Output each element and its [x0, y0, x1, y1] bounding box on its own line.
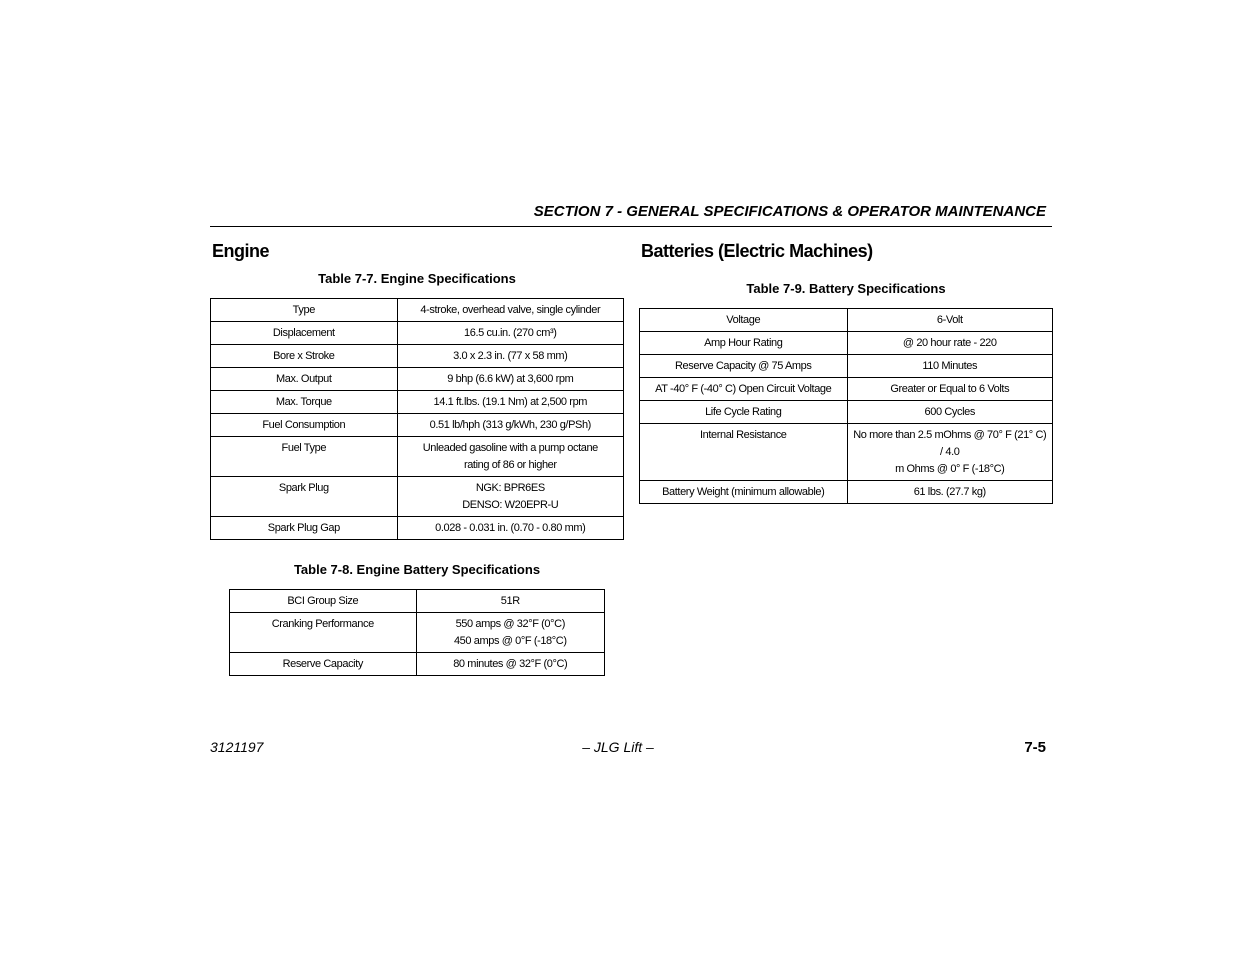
table-row	[211, 345, 624, 368]
spec-value	[397, 322, 623, 345]
spec-value	[847, 481, 1052, 504]
spec-value-line: 3.0 x 2.3 in. (77 x 58 mm)	[453, 350, 568, 362]
table-row	[640, 332, 1053, 355]
spec-value	[397, 414, 623, 437]
spec-label: Fuel Type	[211, 437, 398, 477]
spec-value-line: m Ohms @ 0° F (-18°C)	[895, 463, 1005, 475]
section-header: SECTION 7 - GENERAL SPECIFICATIONS & OPERATOR MAINTENANCE	[533, 203, 1046, 220]
spec-label: Cranking Performance	[230, 613, 417, 653]
spec-label: Life Cycle Rating	[640, 401, 848, 424]
spec-value-line: 51R	[500, 595, 520, 607]
spec-value	[847, 401, 1052, 424]
doc-number: 3121197	[210, 739, 264, 755]
spec-label: Max. Output	[211, 368, 398, 391]
battery-table-caption: Table 7-9. Battery Specifications	[746, 281, 946, 296]
spec-value-line: 16.5 cu.in. (270 cm³)	[464, 327, 557, 339]
spec-label: Voltage	[640, 309, 848, 332]
spec-value-line: 600 Cycles	[924, 406, 975, 418]
spec-value	[397, 391, 623, 414]
spec-value-line: 0.028 - 0.031 in. (0.70 - 0.80 mm)	[435, 522, 586, 534]
table-row	[211, 391, 624, 414]
spec-value	[847, 378, 1052, 401]
spec-value	[847, 355, 1052, 378]
spec-value	[847, 332, 1052, 355]
table-row	[640, 481, 1053, 504]
table-row	[640, 424, 1053, 481]
spec-value-line: 450 amps @ 0°F (-18°C)	[453, 635, 567, 647]
table-row	[640, 309, 1053, 332]
table-row	[211, 437, 624, 477]
table-row	[211, 322, 624, 345]
engine-battery-spec-table	[229, 589, 605, 676]
spec-value-line: 4-stroke, overhead valve, single cylinder	[420, 304, 601, 316]
spec-value	[397, 477, 623, 517]
spec-value-line: @ 20 hour rate - 220	[902, 337, 997, 349]
spec-label: Reserve Capacity	[230, 653, 417, 676]
spec-label: Battery Weight (minimum allowable)	[640, 481, 848, 504]
spec-label: BCI Group Size	[230, 590, 417, 613]
spec-value-line: NGK: BPR6ES	[475, 482, 545, 494]
spec-label: Reserve Capacity @ 75 Amps	[640, 355, 848, 378]
spec-value	[847, 424, 1052, 481]
engine-spec-table	[210, 298, 624, 540]
engine-battery-table-caption: Table 7-8. Engine Battery Specifications	[293, 562, 541, 577]
table-row	[211, 368, 624, 391]
spec-label: Internal Resistance	[640, 424, 848, 481]
spec-label: Spark Plug	[211, 477, 398, 517]
spec-label: Amp Hour Rating	[640, 332, 848, 355]
engine-table-caption: Table 7-7. Engine Specifications	[318, 271, 516, 286]
table-row	[640, 355, 1053, 378]
spec-label: Spark Plug Gap	[211, 517, 398, 540]
batteries-heading: Batteries (Electric Machines)	[641, 241, 873, 261]
table-row	[211, 477, 624, 517]
spec-label: Fuel Consumption	[211, 414, 398, 437]
spec-label: Displacement	[211, 322, 398, 345]
spec-label: Bore x Stroke	[211, 345, 398, 368]
table-row	[230, 590, 605, 613]
spec-value-line: 550 amps @ 32°F (0°C)	[455, 618, 565, 630]
table-row	[230, 653, 605, 676]
table-row	[640, 378, 1053, 401]
spec-value	[416, 653, 604, 676]
spec-value	[397, 299, 623, 322]
footer-brand: – JLG Lift –	[582, 739, 654, 755]
table-row	[211, 414, 624, 437]
table-row	[211, 517, 624, 540]
spec-value-line: 6-Volt	[936, 314, 963, 326]
header-rule	[210, 226, 1052, 227]
spec-value	[397, 517, 623, 540]
spec-value-line: No more than 2.5 mOhms @ 70° F (21° C) / 4.0	[853, 429, 1047, 458]
spec-value	[416, 590, 604, 613]
spec-value-line: 14.1 ft.lbs. (19.1 Nm) at 2,500 rpm	[433, 396, 588, 408]
spec-value-line: DENSO: W20EPR-U	[462, 499, 559, 511]
table-row	[640, 401, 1053, 424]
table-row	[230, 613, 605, 653]
spec-label: AT -40° F (-40° C) Open Circuit Voltage	[640, 378, 848, 401]
spec-label: Max. Torque	[211, 391, 398, 414]
spec-value-line: 80 minutes @ 32°F (0°C)	[453, 658, 568, 670]
spec-value-line: 9 bhp (6.6 kW) at 3,600 rpm	[447, 373, 574, 385]
spec-value-line: 110 Minutes	[922, 360, 978, 372]
page-number: 7-5	[1024, 739, 1046, 756]
spec-value	[416, 613, 604, 653]
spec-value-line: rating of 86 or higher	[463, 459, 557, 471]
spec-value-line: Greater or Equal to 6 Volts	[890, 383, 1010, 395]
spec-value-line: 0.51 lb/hph (313 g/kWh, 230 g/PSh)	[429, 419, 591, 431]
spec-value	[397, 437, 623, 477]
spec-value	[847, 309, 1052, 332]
spec-value-line: Unleaded gasoline with a pump octane	[422, 442, 598, 454]
spec-value	[397, 345, 623, 368]
spec-value-line: 61 lbs. (27.7 kg)	[913, 486, 986, 498]
spec-value	[397, 368, 623, 391]
table-row	[211, 299, 624, 322]
engine-heading: Engine	[212, 241, 270, 261]
battery-spec-table	[639, 308, 1053, 504]
spec-label: Type	[211, 299, 398, 322]
